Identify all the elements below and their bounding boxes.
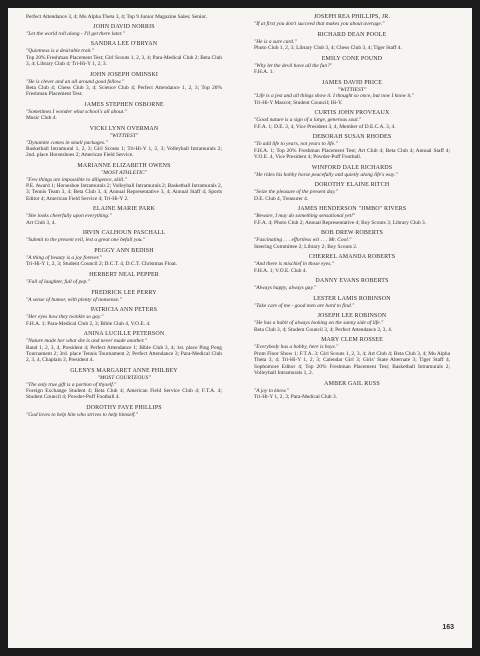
senior-entry bbox=[254, 110, 450, 130]
student-name: DANNY EVANS ROBERTS bbox=[315, 278, 389, 285]
senior-entry bbox=[26, 230, 222, 243]
activities-list: F.H.A. 1; Top 20% Freshman Placement Test; Art Club 4; Beta Club 4; Annual Staff 4; V.O.E. 4, Vice President 4; Powder-Puff Football. bbox=[254, 147, 450, 160]
senior-entry bbox=[26, 368, 222, 401]
student-name: MARIANNE ELIZABETH OWENS bbox=[77, 163, 171, 169]
student-name: DEBORAH SUSAN RHODES bbox=[312, 134, 392, 141]
student-name: FREDRICK LEE PERRY bbox=[91, 289, 157, 296]
senior-entry bbox=[26, 72, 222, 98]
senior-quote: "Everybody has a hobby, here is boys." bbox=[254, 344, 339, 351]
activities-list: F.H.A. 1. bbox=[254, 69, 274, 75]
student-name: RICHARD DEAN POOLE bbox=[317, 31, 387, 38]
senior-entry bbox=[254, 165, 450, 178]
senior-quote: "He has a habit of always looking on the sunny side of life." bbox=[254, 320, 384, 327]
student-name: JOHN DAVID NORRIS bbox=[93, 23, 155, 30]
senior-quote: "Full of laughter, full of pep." bbox=[26, 279, 90, 285]
yearbook-page bbox=[8, 8, 472, 648]
senior-quote: "Why let the devil have all the fun?" bbox=[254, 62, 333, 69]
senior-quote: "Dynamite comes in small packages." bbox=[26, 139, 108, 146]
senior-quote: "If at first you don't succeed that makes you about average." bbox=[254, 21, 385, 27]
student-name: SANDRA LEE O'BRYAN bbox=[90, 41, 158, 48]
senior-entry bbox=[26, 41, 222, 67]
activities-list: Basketball Intramural 1, 2, 3; Girl Scouts 1; Tri-Hi-Y 1, 2, 3; Volleyball Intramurals 2; 2nd. place Horseshoes 2; American Field Service. bbox=[26, 146, 222, 159]
senior-quote: "A sense of humor, with plenty of nonsense." bbox=[26, 296, 122, 303]
senior-quote: "Seize the pleasure of the present day." bbox=[254, 189, 338, 196]
activities-list: Tri-Hi-Y 1, 2, 3; Student Council 2; D.C.T. 4, D.C.T. Christmas Float. bbox=[26, 261, 178, 268]
senior-quote: "Few things are impossible to diligence, skill." bbox=[26, 176, 127, 183]
activities-list: Tri-Hi-Y 1, 2, 3; Para-Medical Club 3. bbox=[254, 394, 337, 400]
activities-list: F.F.A. 4; Photo Club 2; Annual Representative 4; Boy Scouts 3; Library Club 3. bbox=[254, 219, 427, 226]
senior-entry bbox=[254, 80, 450, 106]
activities-list: Prom Floor Show 1; F.T.A. 3; Girl Scouts 1, 2, 3, 4; Art Club 4; Beta Club 3, 4; Mu Alpha Theta 3, 4; Tri-Hi-Y 1, 2, 3; Calendar Girl 3; Girls' State Alternate 3; Tiger Staff 4, Sophomore Editor 4; Top 20% Freshman Placement Test; Basketball Intramurals 2; Volleyball Intramurals 1, 2. bbox=[254, 350, 450, 376]
senior-entry bbox=[254, 182, 450, 202]
senior-quote: "Submit to the present evil, lest a great one befall you." bbox=[26, 237, 146, 244]
senior-quote: "God loves to help him who strives to help himself." bbox=[26, 412, 139, 418]
superlative-title: "MOST ATHLETIC" bbox=[100, 170, 148, 176]
senior-entry bbox=[254, 206, 450, 226]
senior-entry bbox=[254, 230, 450, 250]
senior-entry bbox=[26, 206, 222, 226]
senior-quote: "Sometimes I wonder what school's all about." bbox=[26, 109, 127, 115]
senior-entry bbox=[254, 32, 450, 52]
student-name: MARY CLEM ROSSEE bbox=[321, 337, 383, 344]
senior-entry bbox=[26, 126, 222, 159]
senior-entry bbox=[254, 134, 450, 160]
activities-list: Foreign Exchange Student 4; Beta Club 4; American Field Service Club 4; F.T.A. 4; Student Council 4; Powder-Puff Football 4. bbox=[26, 388, 222, 401]
senior-entry bbox=[254, 313, 450, 333]
student-name: CHERREL AMANDA ROBERTS bbox=[308, 254, 396, 261]
senior-entry bbox=[254, 14, 450, 27]
senior-entry bbox=[26, 405, 222, 418]
senior-quote: "He is a sure card." bbox=[254, 38, 297, 45]
activities-list: Music Club 4. bbox=[26, 115, 57, 122]
senior-entry bbox=[254, 278, 450, 291]
senior-entry bbox=[254, 381, 450, 401]
senior-quote: "She looks cheerfully upon everything." bbox=[26, 213, 112, 220]
senior-quote: "Good nature is a sign of a large, generous soul." bbox=[254, 117, 362, 124]
activities-list: Beta Club 3, 4; Student Council 3, 4; Perfect Attendance 2, 3, 4. bbox=[254, 326, 393, 333]
senior-entry bbox=[254, 296, 450, 309]
activities-list: D.E. Club 4, Treasurer 4. bbox=[254, 195, 309, 202]
student-name: JOHN JOSEPH OMINSKI bbox=[89, 71, 159, 78]
right-column bbox=[254, 14, 450, 405]
senior-entry bbox=[26, 331, 222, 364]
senior-quote: "He is clever and an all around good fellow." bbox=[26, 78, 124, 85]
senior-quote: "Take care of me - good men are hard to find." bbox=[254, 302, 355, 309]
senior-entry bbox=[26, 102, 222, 122]
senior-entry bbox=[26, 272, 222, 285]
student-name: JAMES STEPHEN OSBORNE bbox=[84, 102, 164, 108]
student-name: GLENYS MARGARET ANNE PHILBEY bbox=[70, 368, 178, 374]
senior-entry bbox=[254, 254, 450, 274]
senior-entry bbox=[26, 248, 222, 268]
senior-quote: "The only true gift is a portion of thyself." bbox=[26, 381, 117, 388]
senior-entry bbox=[254, 56, 450, 76]
student-name: JOSEPH REA PHILLIPS, JR. bbox=[313, 14, 391, 20]
superlative-title: "WITTIEST" bbox=[109, 133, 139, 139]
activities-list: P.E. Award 1; Horseshoe Intramurals 2; Volleyball Intramurals 2; Basketball Intramurals 2, 3; Tennis Team 3, 4; Beta Club 3, 4; Annual Representative 3, 4; Annual Staff 4; Sports Editor 4; American Field Service 4; Tri-Hi-Y 2. bbox=[26, 183, 222, 202]
student-name: PEGGY ANN BEDISH bbox=[94, 248, 154, 254]
superlative-title: "WITTIEST" bbox=[337, 86, 367, 93]
student-name: LESTER LAMIS ROBINSON bbox=[313, 295, 391, 302]
senior-quote: "Fascinating . . . effortless wit . . . Mr. Cool." bbox=[254, 237, 352, 244]
senior-quote: "Let the world roll along - I'll get there later." bbox=[26, 30, 125, 37]
student-name: AMBER GAIL RUSS bbox=[324, 380, 380, 387]
activities-list: Top 20% Freshman Placement Test; Girl Scouts 1, 2, 3, 4; Para-Medical Club 2; Beta Club 3, 4; Library Club 4; Tri-Hi-Y 1, 2, 3. bbox=[26, 54, 222, 67]
activities-list: Tri-Hi-Y Mascot; Student Council; Hi-Y. bbox=[254, 99, 343, 106]
student-name: ELAINE MARIE PARK bbox=[93, 206, 155, 213]
student-name: JAMES DAVID PRICE bbox=[321, 79, 383, 86]
senior-quote: "A thing of beauty is a joy forever." bbox=[26, 255, 102, 261]
senior-quote: "Always happy, always gay." bbox=[254, 285, 317, 292]
senior-quote: "Quietness is a desirable trait." bbox=[26, 48, 95, 55]
student-name: VICKI LYNN OVERMAN bbox=[89, 126, 159, 132]
senior-quote: "To add life to years, not years to life." bbox=[254, 141, 338, 148]
student-name: JAMES HENDERSON "JIMBO" RIVERS bbox=[297, 206, 407, 213]
activities-list: Photo Club 1, 2, 3; Library Club 3, 4; Chess Club 3, 4; Tiger Staff 4. bbox=[254, 45, 402, 51]
student-name: BOB DREW ROBERTS bbox=[321, 230, 383, 237]
page-number: 163 bbox=[442, 624, 454, 631]
senior-quote: "He rides his hobby horse peacefully and quietly along life's way." bbox=[254, 171, 398, 178]
senior-quote: "Her eyes how they twinkle so gay." bbox=[26, 314, 104, 321]
senior-entry bbox=[254, 337, 450, 376]
activities-list: F.F.A. 1; D.E. 3, 4, Vice President 3, 4, Member of D.E.C.A. 3, 4. bbox=[254, 123, 396, 130]
student-name: PATRICIA ANN PETERS bbox=[90, 307, 158, 314]
student-name: JOSEPH LEE ROBINSON bbox=[317, 313, 387, 320]
activities-list: Beta Club 4; Chess Club 3, 4; Science Club 4; Perfect Attendance 1, 2, 3; Top 20% Freshman Placement Test. bbox=[26, 85, 222, 98]
left-column bbox=[26, 14, 222, 423]
student-name: EMILY CONE POUND bbox=[321, 55, 383, 62]
student-name: CURTIS JOHN PROVEAUX bbox=[314, 110, 390, 117]
senior-quote: "Life is a jest and all things show it. I thought so once, but now I know it." bbox=[254, 93, 414, 100]
activities-list: Art Club 3, 4. bbox=[26, 219, 56, 226]
student-name: ANINA LUCILLE PETERSON bbox=[83, 331, 165, 338]
student-name: DOROTHY ELAINE RITCH bbox=[314, 182, 390, 189]
senior-entry bbox=[26, 24, 222, 37]
student-name: WINFORD DALE RICHARDS bbox=[311, 164, 393, 171]
senior-quote: "And there is mischief in those eyes." bbox=[254, 261, 334, 268]
student-name: HERBERT NEAL PEPPER bbox=[89, 272, 159, 278]
student-name: IRVIN CALHOUN PASCHALL bbox=[82, 230, 166, 237]
activities-list: Steering Committee 2; Library 2; Boy Scouts 2. bbox=[254, 243, 358, 250]
senior-quote: "Nature made her what she is and never made another." bbox=[26, 338, 147, 345]
student-name: DOROTHY FAYE PHILLIPS bbox=[86, 405, 162, 411]
activities-list: Band 1, 2, 3, 4, President 4; Perfect Attendance 1; Bible Club 3, 4; 1st. place Ping Pong Tournament 2; 3rd. place Tennis Tournament 2; Perfect Attendance 3; Para-Medical Club 2, 3, 4, Chaplain 3, President 4. bbox=[26, 344, 222, 364]
senior-quote: "A joy to know." bbox=[254, 387, 289, 394]
continued-activities: Perfect Attendance 3, 4; Mu Alpha Theta 3, 4; Top 9 Junior Magazine Sales; Senior. bbox=[26, 14, 208, 20]
senior-quote: "Beware, I may do something sensational yet!" bbox=[254, 213, 356, 220]
senior-entry bbox=[26, 163, 222, 202]
activities-list: F.H.A. 1; V.O.E. Club 4. bbox=[254, 267, 307, 274]
senior-entry bbox=[26, 290, 222, 303]
superlative-title: "MOST COURTEOUS" bbox=[97, 375, 151, 381]
activities-list: F.H.A. 1; Para-Medical Club 2, 3; Bible Club 4, V.O.E. 4. bbox=[26, 320, 151, 327]
senior-entry bbox=[26, 307, 222, 327]
